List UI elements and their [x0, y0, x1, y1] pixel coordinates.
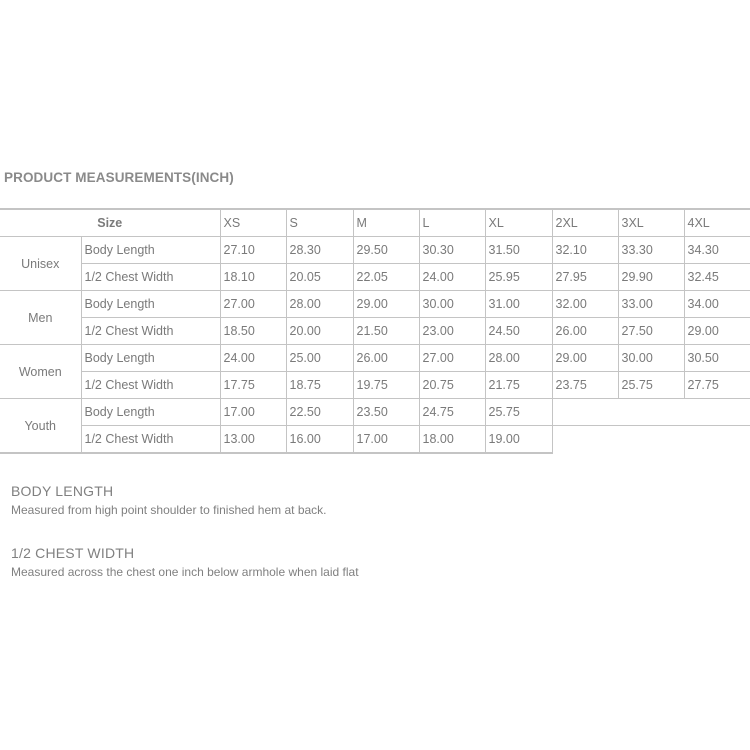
measurement-cell: 24.50 — [485, 318, 552, 345]
measurement-cell: 17.00 — [353, 426, 419, 454]
group-label: Men — [0, 291, 81, 345]
size-column-header: XS — [220, 209, 286, 237]
measurement-cell: 32.45 — [684, 264, 750, 291]
measurement-cell: 29.00 — [353, 291, 419, 318]
measurement-cell: 33.00 — [618, 291, 684, 318]
measurement-cell: 30.30 — [419, 237, 485, 264]
measurement-cell: 27.00 — [220, 291, 286, 318]
measurement-cell: 18.50 — [220, 318, 286, 345]
measurement-cell: 21.50 — [353, 318, 419, 345]
metric-label: 1/2 Chest Width — [81, 264, 220, 291]
measurement-cell: 17.75 — [220, 372, 286, 399]
measurement-cell: 26.00 — [552, 318, 618, 345]
table-row — [0, 291, 750, 318]
measurement-cell: 18.00 — [419, 426, 485, 454]
table-row — [0, 372, 750, 399]
measurement-cell: 24.00 — [220, 345, 286, 372]
measurement-cell: 30.00 — [419, 291, 485, 318]
measurement-cell: 31.50 — [485, 237, 552, 264]
empty-cell — [552, 399, 618, 426]
empty-cell — [684, 399, 750, 426]
metric-label: 1/2 Chest Width — [81, 426, 220, 454]
measurement-cell: 28.30 — [286, 237, 353, 264]
metric-label: Body Length — [81, 237, 220, 264]
measurement-cell: 23.75 — [552, 372, 618, 399]
measurement-cell: 34.00 — [684, 291, 750, 318]
group-label: Unisex — [0, 237, 81, 291]
measurement-cell: 24.00 — [419, 264, 485, 291]
measurement-cell: 20.00 — [286, 318, 353, 345]
definition-heading: BODY LENGTH — [11, 483, 114, 499]
definition-chest-width — [11, 545, 359, 579]
group-label: Youth — [0, 399, 81, 454]
measurement-cell: 25.00 — [286, 345, 353, 372]
measurement-cell: 29.90 — [618, 264, 684, 291]
table-row — [0, 237, 750, 264]
measurement-cell: 29.50 — [353, 237, 419, 264]
measurement-cell: 28.00 — [286, 291, 353, 318]
metric-label: 1/2 Chest Width — [81, 318, 220, 345]
measurement-cell: 18.75 — [286, 372, 353, 399]
size-column-header: 4XL — [684, 209, 750, 237]
empty-cell — [552, 426, 618, 454]
measurement-cell: 28.00 — [485, 345, 552, 372]
size-column-header: 2XL — [552, 209, 618, 237]
size-column-header: M — [353, 209, 419, 237]
measurement-cell: 27.75 — [684, 372, 750, 399]
header-row — [0, 209, 750, 237]
measurement-cell: 23.00 — [419, 318, 485, 345]
metric-label: Body Length — [81, 345, 220, 372]
measurement-cell: 25.75 — [485, 399, 552, 426]
measurement-cell: 27.00 — [419, 345, 485, 372]
measurement-cell: 18.10 — [220, 264, 286, 291]
measurement-cell: 26.00 — [353, 345, 419, 372]
measurement-cell: 20.75 — [419, 372, 485, 399]
size-column-header: XL — [485, 209, 552, 237]
measurement-cell: 27.50 — [618, 318, 684, 345]
empty-cell — [618, 426, 684, 454]
table-row — [0, 318, 750, 345]
measurement-cell: 23.50 — [353, 399, 419, 426]
page-title: PRODUCT MEASUREMENTS(INCH) — [4, 170, 234, 185]
measurement-cell: 31.00 — [485, 291, 552, 318]
definition-text: Measured from high point shoulder to finished hem at back. — [11, 503, 327, 517]
measurement-cell: 17.00 — [220, 399, 286, 426]
measurement-cell: 19.75 — [353, 372, 419, 399]
table-row — [0, 399, 750, 426]
definition-body-length — [11, 483, 327, 517]
size-chart-table — [0, 208, 750, 454]
measurement-cell: 21.75 — [485, 372, 552, 399]
size-header: Size — [0, 209, 220, 237]
measurement-cell: 30.50 — [684, 345, 750, 372]
group-label: Women — [0, 345, 81, 399]
measurement-cell: 29.00 — [684, 318, 750, 345]
measurement-cell: 25.95 — [485, 264, 552, 291]
table-row — [0, 264, 750, 291]
measurement-cell: 27.95 — [552, 264, 618, 291]
size-column-header: S — [286, 209, 353, 237]
size-column-header: L — [419, 209, 485, 237]
measurement-cell: 30.00 — [618, 345, 684, 372]
empty-cell — [618, 399, 684, 426]
measurement-cell: 22.05 — [353, 264, 419, 291]
measurement-cell: 33.30 — [618, 237, 684, 264]
definition-heading: 1/2 CHEST WIDTH — [11, 545, 135, 561]
table-row — [0, 426, 750, 454]
table-row — [0, 345, 750, 372]
metric-label: Body Length — [81, 291, 220, 318]
measurement-cell: 22.50 — [286, 399, 353, 426]
definition-text: Measured across the chest one inch below armhole when laid flat — [11, 565, 359, 579]
empty-cell — [684, 426, 750, 454]
size-column-header: 3XL — [618, 209, 684, 237]
metric-label: Body Length — [81, 399, 220, 426]
measurement-cell: 29.00 — [552, 345, 618, 372]
measurement-cell: 13.00 — [220, 426, 286, 454]
measurement-cell: 25.75 — [618, 372, 684, 399]
measurement-cell: 16.00 — [286, 426, 353, 454]
measurement-cell: 27.10 — [220, 237, 286, 264]
measurement-cell: 20.05 — [286, 264, 353, 291]
measurement-cell: 24.75 — [419, 399, 485, 426]
measurement-cell: 32.00 — [552, 291, 618, 318]
measurement-cell: 19.00 — [485, 426, 552, 454]
measurement-cell: 34.30 — [684, 237, 750, 264]
metric-label: 1/2 Chest Width — [81, 372, 220, 399]
measurement-cell: 32.10 — [552, 237, 618, 264]
